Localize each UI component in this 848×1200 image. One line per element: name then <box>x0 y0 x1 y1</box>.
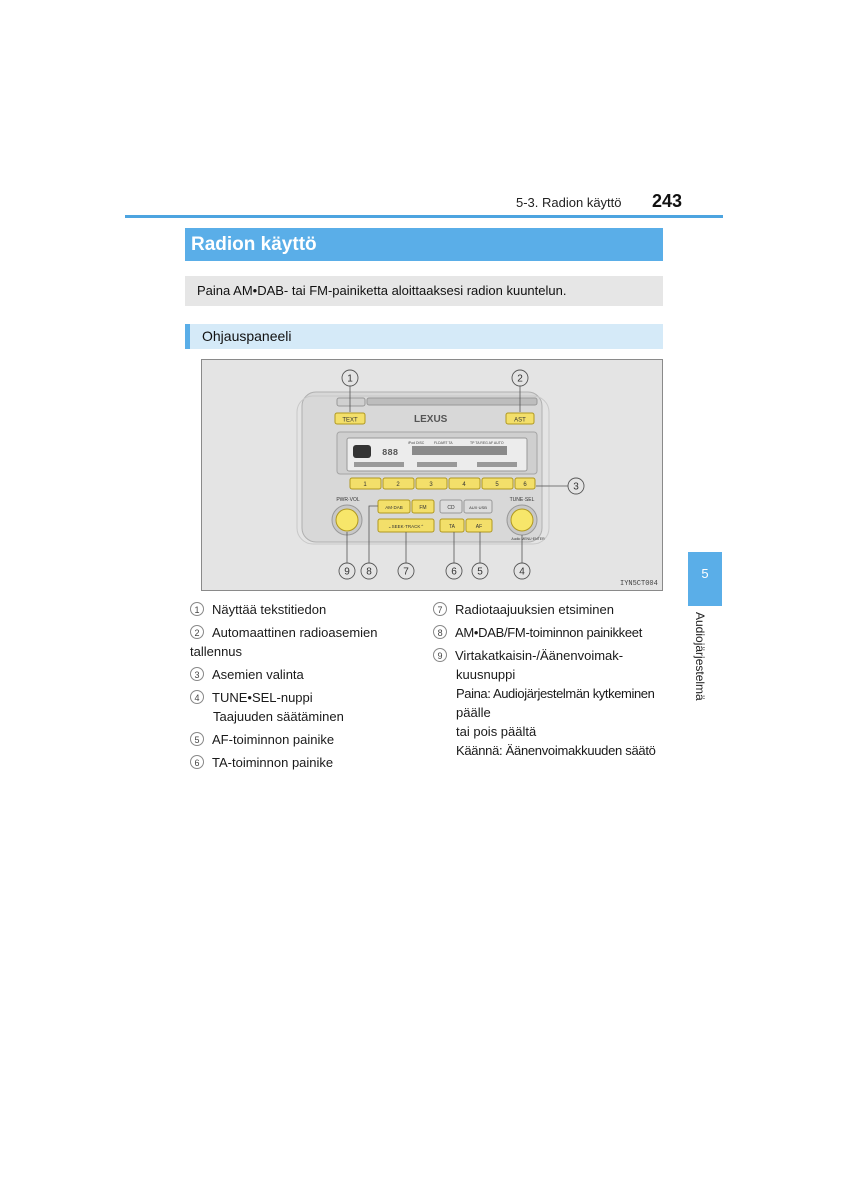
legend-text: TUNE•SEL-nuppi <box>212 690 313 705</box>
legend-right <box>433 600 683 760</box>
radio-panel-illustration <box>202 360 662 590</box>
page-number: 243 <box>652 191 683 211</box>
legend-item <box>190 623 430 661</box>
callout-num: 5 <box>477 566 483 578</box>
page-title: Radion käyttö <box>185 228 663 261</box>
callout-num: 4 <box>519 566 525 578</box>
legend-number: 6 <box>190 755 204 769</box>
legend-subtext: tai pois päältä <box>456 724 537 739</box>
legend-number: 8 <box>433 625 447 639</box>
legend-item <box>190 753 430 772</box>
display-indicator-1: iPod DISC <box>408 441 425 445</box>
legend-number: 7 <box>433 602 447 616</box>
preset-label: 1 <box>363 482 367 488</box>
tune-sel-knob <box>511 509 533 531</box>
figure-code: IYN5CT004 <box>620 580 658 588</box>
legend-number: 5 <box>190 732 204 746</box>
legend-left <box>190 600 430 772</box>
legend-item <box>433 600 683 619</box>
header-rule <box>125 215 723 218</box>
enter-label: Audio MENU·ENTER <box>511 537 545 541</box>
display-segments-4 <box>477 462 517 467</box>
legend-subtext: päälle <box>456 705 491 720</box>
preset-label: 3 <box>429 482 433 488</box>
display-segments-2 <box>354 462 404 467</box>
callout-num: 6 <box>451 566 457 578</box>
aux-label: AUX·USB <box>469 505 487 510</box>
legend-item <box>190 665 430 684</box>
tune-sel-label: TUNE·SEL <box>509 497 535 503</box>
subsection-title: Ohjauspaneeli <box>185 324 663 349</box>
pwr-vol-label: PWR·VOL <box>336 497 360 503</box>
legend-text: Virtakatkaisin-/Äänenvoimak- <box>455 648 624 663</box>
legend-number: 1 <box>190 602 204 616</box>
legend-subtext: Paina: Audiojärjestelmän kytkeminen <box>456 686 655 701</box>
legend-number: 3 <box>190 667 204 681</box>
callout-num: 8 <box>366 566 372 578</box>
preset-label: 5 <box>495 482 499 488</box>
legend-number: 9 <box>433 648 447 662</box>
cd-slot <box>367 398 537 405</box>
fm-label: FM <box>419 505 427 511</box>
seek-track-label: ⌄SEEK·TRACK⌃ <box>387 524 425 529</box>
ta-label: TA <box>448 524 456 530</box>
legend-text: Asemien valinta <box>212 667 304 682</box>
af-label: AF <box>475 524 483 530</box>
text-button-label: TEXT <box>342 417 358 424</box>
legend-subtext: kuusnuppi <box>456 667 516 682</box>
cd-label: CD <box>447 505 455 511</box>
legend-subtext: Taajuuden säätäminen <box>213 709 344 724</box>
radio-panel-figure <box>201 359 663 591</box>
chapter-tab: 5 <box>688 552 722 606</box>
preset-buttons <box>350 478 535 489</box>
legend-item <box>190 730 430 749</box>
legend-item <box>433 623 683 642</box>
legend-text: TA-toiminnon painike <box>212 755 334 770</box>
display-segments <box>412 446 507 455</box>
legend-text: Automaattinen radioasemien tallennus <box>190 625 378 659</box>
callout-num: 7 <box>403 566 409 578</box>
legend-text: Radiotaajuuksien etsiminen <box>455 602 614 617</box>
pwr-vol-knob <box>336 509 358 531</box>
chapter-label: Audiojärjestelmä <box>693 612 707 701</box>
intro-text: Paina AM•DAB- tai FM-painiketta aloittaaksesi radion kuuntelun. <box>185 276 663 306</box>
legend-item <box>190 688 430 726</box>
legend-item <box>433 646 683 760</box>
preset-label: 6 <box>523 482 527 488</box>
callout-num: 9 <box>344 566 350 578</box>
am-dab-label: AM·DAB <box>385 505 403 510</box>
preset-label: 2 <box>396 482 400 488</box>
preset-label: 4 <box>462 482 466 488</box>
brand-logo: LEXUS <box>414 414 448 425</box>
section-header: 5-3. Radion käyttö <box>516 195 622 210</box>
display-segments-3 <box>417 462 457 467</box>
legend-text: AF-toiminnon painike <box>212 732 335 747</box>
legend-subtext: Käännä: Äänenvoimakkuuden säätö <box>456 743 656 758</box>
callout-num: 2 <box>517 373 523 385</box>
legend-text: AM•DAB/FM-toiminnon painikkeet <box>455 625 643 640</box>
legend-item <box>190 600 430 619</box>
display-mode-icon <box>353 445 371 458</box>
display-indicator-3: TP TA REG AF AUTO <box>470 441 504 445</box>
legend-text: Näyttää tekstitiedon <box>212 602 327 617</box>
display-indicator-2: FLDART TA <box>434 441 453 445</box>
legend-number: 4 <box>190 690 204 704</box>
ast-button-label: AST <box>514 417 526 424</box>
eject-button <box>337 398 365 406</box>
callout-num: 1 <box>347 373 353 385</box>
legend-number: 2 <box>190 625 204 639</box>
callout-num: 3 <box>573 481 579 493</box>
display-freq: 888 <box>382 448 399 458</box>
